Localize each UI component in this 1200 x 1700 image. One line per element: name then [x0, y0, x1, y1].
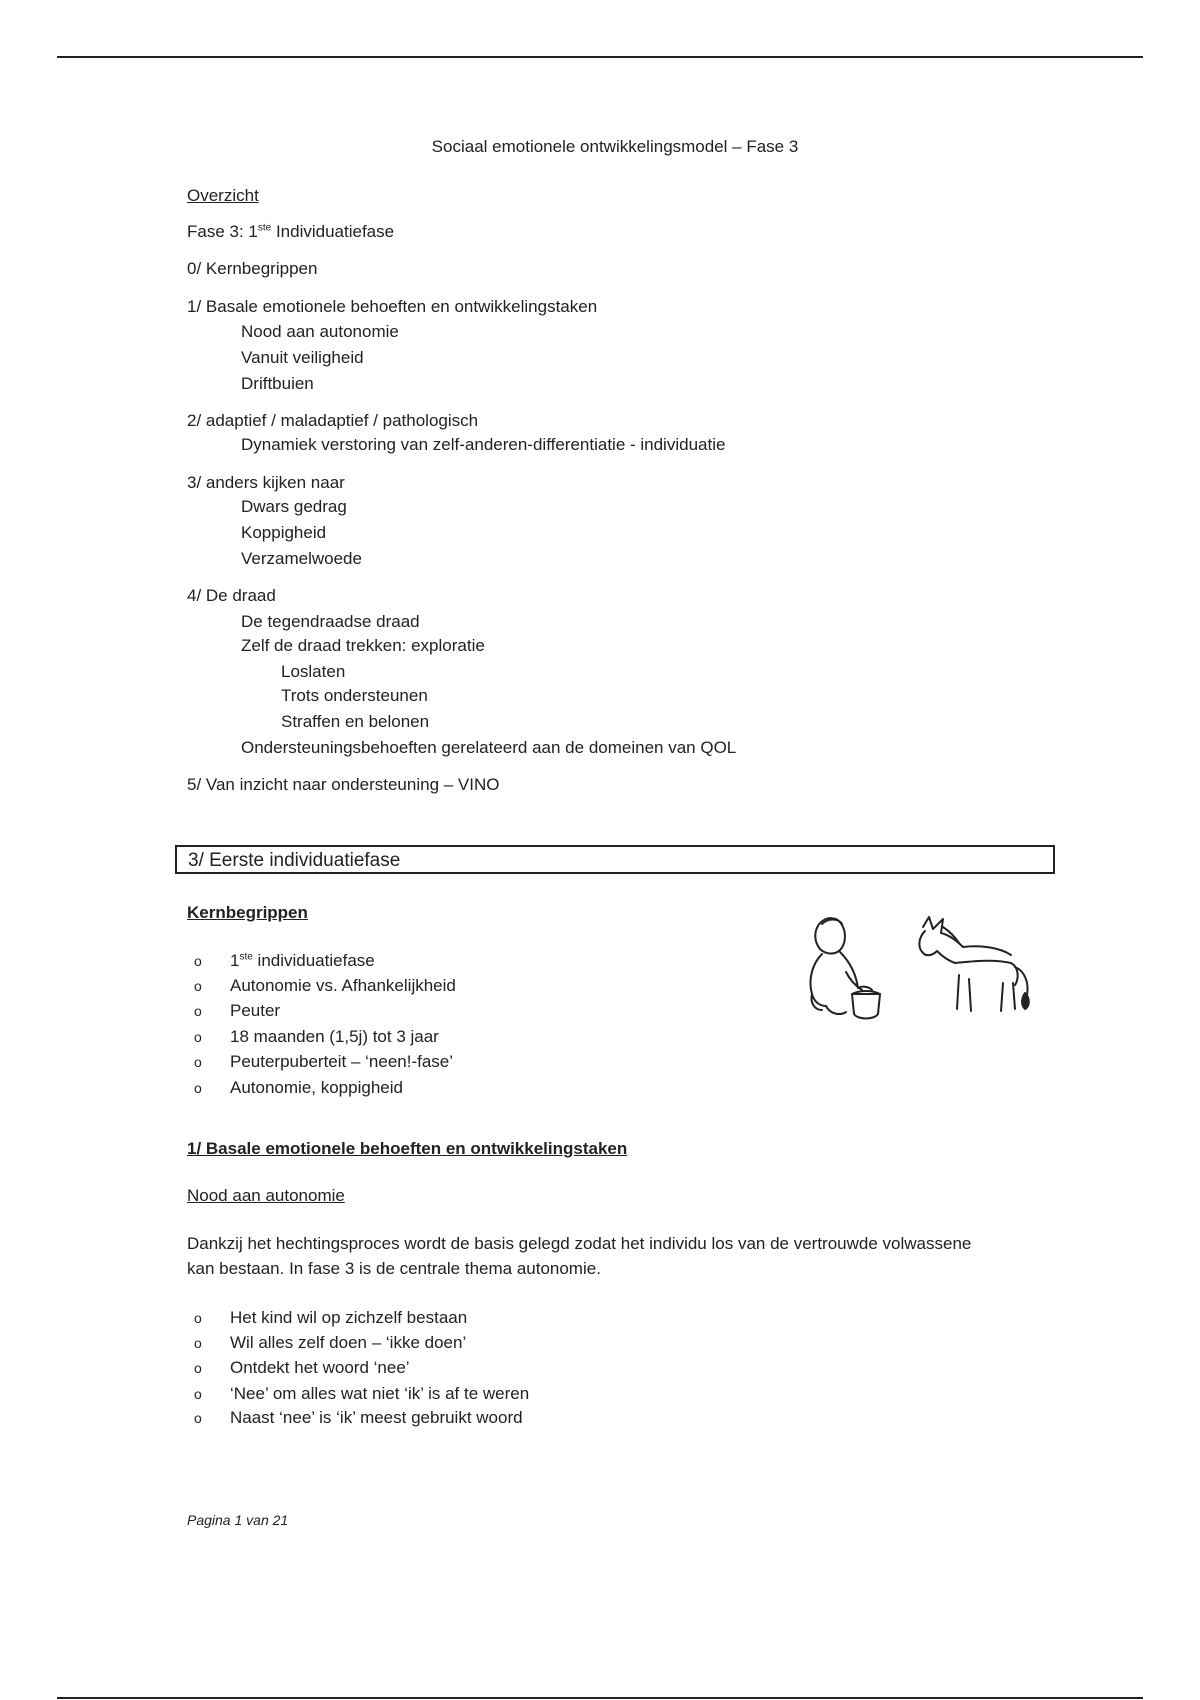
overview-subitem: Ondersteuningsbehoeften gerelateerd aan de domeinen van QOL [241, 738, 737, 757]
kern-first-prefix: 1 [230, 951, 240, 970]
overview-subitem: Driftbuien [241, 374, 314, 393]
nood-heading: Nood aan autonomie [187, 1186, 345, 1205]
kern-first-suffix: individuatiefase [252, 951, 375, 970]
phase-prefix: Fase 3: 1 [187, 222, 258, 241]
list-item-text: Autonomie, koppigheid [230, 1078, 403, 1097]
list-item [190, 1408, 523, 1428]
list-item [190, 1001, 280, 1021]
overview-subitem: Dwars gedrag [241, 497, 347, 516]
list-item [190, 1052, 453, 1072]
list-item [190, 1358, 410, 1378]
paragraph-line: kan bestaan. In fase 3 is de centrale thema autonomie. [187, 1259, 601, 1278]
section-title: 3/ Eerste individuatiefase [188, 850, 401, 871]
overview-subitem: Verzamelwoede [241, 549, 362, 568]
bullet-icon: o [194, 1335, 202, 1351]
overview-item-3: 3/ anders kijken naar [187, 473, 345, 492]
bullet-icon: o [194, 1054, 202, 1070]
list-item [190, 1384, 529, 1404]
overview-subsubitem: Loslaten [281, 662, 346, 681]
overview-phase [187, 222, 394, 242]
page-number: Pagina 1 van 21 [187, 1512, 289, 1528]
basale-heading: 1/ Basale emotionele behoeften en ontwikkelingstaken [187, 1139, 628, 1158]
bullet-icon: o [194, 953, 202, 969]
phase-sup: ste [257, 222, 272, 234]
list-item [190, 976, 456, 996]
list-item [190, 1027, 439, 1047]
list-item-text: 18 maanden (1,5j) tot 3 jaar [230, 1027, 439, 1046]
list-item [190, 1308, 467, 1328]
bullet-icon: o [194, 1410, 202, 1426]
list-item-text: Autonomie vs. Afhankelijkheid [230, 976, 456, 995]
bullet-icon: o [194, 978, 202, 994]
kernbegrippen-heading: Kernbegrippen [187, 903, 308, 922]
paragraph-line: Dankzij het hechtingsproces wordt de basis gelegd zodat het individu los van de vertrouwde volwassene [187, 1234, 972, 1253]
bullet-icon: o [194, 1386, 202, 1402]
overview-heading: Overzicht [187, 186, 259, 205]
page-title: Sociaal emotionele ontwikkelingsmodel – Fase 3 [431, 137, 799, 156]
child-with-bucket-illustration [800, 910, 890, 1025]
overview-subsubitem: Straffen en belonen [281, 712, 430, 731]
bottom-rule [57, 1697, 1143, 1699]
list-item [190, 951, 375, 971]
top-rule [57, 56, 1143, 58]
bullet-icon: o [194, 1080, 202, 1096]
overview-subitem: De tegendraadse draad [241, 612, 420, 631]
list-item-text: Ontdekt het woord ‘nee’ [230, 1358, 410, 1377]
section-title-box [175, 845, 1055, 874]
list-item-text: ‘Nee’ om alles wat niet ‘ik’ is af te weren [230, 1384, 530, 1403]
overview-item-2: 2/ adaptief / maladaptief / pathologisch [187, 411, 479, 430]
overview-item-4: 4/ De draad [187, 586, 276, 605]
bullet-icon: o [194, 1029, 202, 1045]
list-item-text: Naast ‘nee’ is ‘ik’ meest gebruikt woord [230, 1408, 523, 1427]
overview-subitem: Koppigheid [241, 523, 327, 542]
list-item-text: Peuter [230, 1001, 281, 1020]
overview-subitem: Vanuit veiligheid [241, 348, 364, 367]
list-item-text: Wil alles zelf doen – ‘ikke doen’ [230, 1333, 467, 1352]
bullet-icon: o [194, 1003, 202, 1019]
overview-item-1: 1/ Basale emotionele behoeften en ontwikkelingstaken [187, 297, 598, 316]
overview-subitem: Dynamiek verstoring van zelf-anderen-differentiatie - individuatie [241, 435, 726, 454]
overview-subitem: Zelf de draad trekken: exploratie [241, 636, 485, 655]
kern-first-sup: ste [239, 951, 253, 963]
list-item-text: Het kind wil op zichzelf bestaan [230, 1308, 468, 1327]
list-item-text: Peuterpuberteit – ‘neen!-fase’ [230, 1052, 454, 1071]
bullet-icon: o [194, 1310, 202, 1326]
overview-subsubitem: Trots ondersteunen [281, 686, 428, 705]
bullet-icon: o [194, 1360, 202, 1376]
overview-item-5: 5/ Van inzicht naar ondersteuning – VINO [187, 775, 500, 794]
phase-suffix: Individuatiefase [271, 222, 395, 241]
list-item [190, 1333, 466, 1353]
overview-subitem: Nood aan autonomie [241, 322, 399, 341]
donkey-illustration [915, 915, 1035, 1020]
overview-item-0: 0/ Kernbegrippen [187, 259, 318, 278]
list-item [190, 1078, 403, 1098]
